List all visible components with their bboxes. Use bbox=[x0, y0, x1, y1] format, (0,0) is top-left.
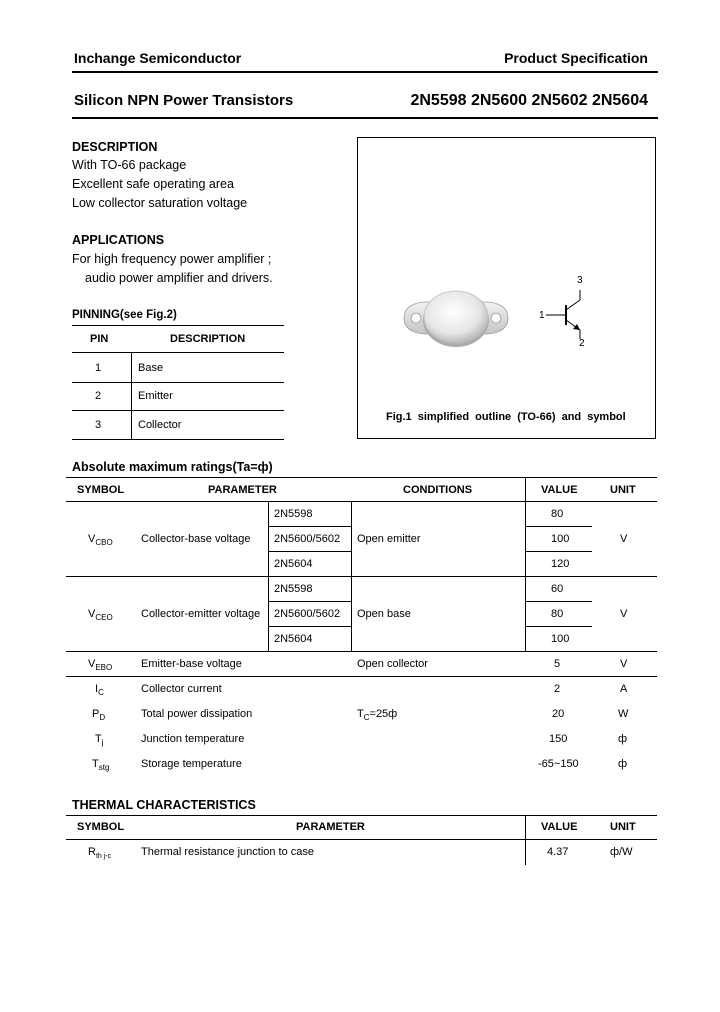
thermal-col-parameter: PARAMETER bbox=[296, 821, 365, 833]
applications-heading: APPLICATIONS bbox=[72, 233, 165, 247]
symbol-pin3-label: 3 bbox=[577, 275, 583, 286]
ratings-subrow-rule bbox=[525, 601, 592, 602]
vcbo-unit: V bbox=[620, 533, 628, 545]
ratings-row-rule bbox=[66, 676, 657, 677]
vceo-parameter: Collector-emitter voltage bbox=[141, 608, 261, 620]
ratings-group-rule bbox=[66, 651, 657, 652]
description-item: Excellent safe operating area bbox=[72, 177, 234, 191]
thermal-rule-top bbox=[66, 815, 657, 816]
rth-parameter: Thermal resistance junction to case bbox=[141, 846, 315, 858]
pin-desc: Emitter bbox=[138, 390, 173, 402]
ratings-rule-header bbox=[66, 501, 657, 502]
rth-symbol: $R_{th j-c}$ bbox=[88, 846, 112, 861]
vcbo-value: 80 bbox=[551, 508, 564, 520]
rth-unit: ф/W bbox=[610, 846, 633, 858]
vcbo-part: 2N5600/5602 bbox=[274, 533, 341, 545]
pinning-col-pin: PIN bbox=[90, 333, 109, 345]
header-rule bbox=[72, 71, 658, 73]
pin-desc: Collector bbox=[138, 419, 182, 431]
doc-type: Product Specification bbox=[504, 50, 648, 66]
pinning-rule bbox=[72, 382, 284, 383]
pinning-heading: PINNING(see Fig.2) bbox=[72, 309, 177, 321]
applications-line: audio power amplifier and drivers. bbox=[85, 271, 273, 285]
vceo-value: 60 bbox=[551, 583, 564, 595]
tj-symbol: $T_j$ bbox=[95, 733, 104, 748]
vebo-condition: Open collector bbox=[357, 658, 428, 670]
pin-number: 2 bbox=[95, 390, 102, 402]
vcbo-value: 120 bbox=[551, 558, 570, 570]
vcbo-part: 2N5598 bbox=[274, 508, 313, 520]
pinning-rule bbox=[72, 410, 284, 411]
ic-symbol: $I_C$ bbox=[95, 683, 104, 698]
ratings-subrow-rule bbox=[525, 526, 592, 527]
vebo-unit: V bbox=[620, 658, 628, 670]
symbol-pin1-label: 1 bbox=[539, 310, 545, 321]
tstg-value: -65~150 bbox=[538, 758, 579, 770]
figure-box bbox=[357, 137, 656, 439]
pin-number: 3 bbox=[95, 419, 102, 431]
ratings-col-symbol: SYMBOL bbox=[77, 484, 125, 496]
description-item: With TO-66 package bbox=[72, 158, 187, 172]
symbol-pin2-label: 2 bbox=[579, 338, 585, 349]
title-rule bbox=[72, 117, 658, 119]
thermal-col-symbol: SYMBOL bbox=[77, 821, 125, 833]
company-name: Inchange Semiconductor bbox=[74, 50, 242, 66]
tj-value: 150 bbox=[549, 733, 568, 745]
vceo-part: 2N5604 bbox=[274, 633, 313, 645]
pd-symbol: $P_D$ bbox=[92, 708, 106, 723]
vceo-unit: V bbox=[620, 608, 628, 620]
pd-unit: W bbox=[618, 708, 629, 720]
description-item: Low collector saturation voltage bbox=[72, 196, 248, 210]
vceo-part: 2N5600/5602 bbox=[274, 608, 341, 620]
ratings-subrow-rule bbox=[525, 551, 592, 552]
pinning-rule-top bbox=[72, 325, 284, 326]
pinning-rule bbox=[72, 352, 284, 353]
ic-unit: A bbox=[620, 683, 628, 695]
ratings-subrow-rule bbox=[525, 626, 592, 627]
pinning-col-divider bbox=[131, 352, 132, 440]
rth-value: 4.37 bbox=[547, 846, 569, 858]
pd-value: 20 bbox=[552, 708, 565, 720]
ratings-col-value: VALUE bbox=[541, 484, 578, 496]
pin-desc: Base bbox=[138, 362, 164, 374]
vceo-value: 100 bbox=[551, 633, 570, 645]
ratings-subrow-rule bbox=[268, 601, 351, 602]
ratings-group-rule bbox=[66, 576, 657, 577]
npn-transistor-symbol bbox=[536, 273, 596, 353]
tstg-symbol: $T_{stg}$ bbox=[92, 758, 110, 773]
ratings-col-conditions: CONDITIONS bbox=[403, 484, 473, 496]
figure-caption: Fig.1 simplified outline (TO-66) and symbol bbox=[386, 411, 626, 423]
ratings-subrow-rule bbox=[268, 551, 351, 552]
ratings-value-divider bbox=[525, 477, 526, 651]
thermal-col-unit: UNIT bbox=[610, 821, 636, 833]
ratings-subrow-rule bbox=[268, 526, 351, 527]
vcbo-part: 2N5604 bbox=[274, 558, 313, 570]
vcbo-condition: Open emitter bbox=[357, 533, 421, 545]
vebo-value: 5 bbox=[554, 658, 561, 670]
part-numbers: 2N5598 2N5600 2N5602 2N5604 bbox=[410, 92, 648, 109]
vceo-condition: Open base bbox=[357, 608, 411, 620]
vceo-symbol: $V_{CEO}$ bbox=[88, 608, 113, 623]
applications-line: For high frequency power amplifier ; bbox=[72, 252, 272, 266]
ic-parameter: Collector current bbox=[141, 683, 222, 695]
vebo-symbol: $V_{EBO}$ bbox=[88, 658, 113, 673]
ratings-heading: Absolute maximum ratings(Ta=ф) bbox=[72, 460, 273, 474]
vcbo-value: 100 bbox=[551, 533, 570, 545]
vebo-parameter: Emitter-base voltage bbox=[141, 658, 242, 670]
thermal-col-value: VALUE bbox=[541, 821, 578, 833]
vcbo-parameter: Collector-base voltage bbox=[141, 533, 251, 545]
pinning-col-desc: DESCRIPTION bbox=[170, 333, 246, 345]
ratings-rule-top bbox=[66, 477, 657, 478]
thermal-value-divider bbox=[525, 815, 526, 865]
pinning-rule-bottom bbox=[72, 439, 284, 440]
product-line: Silicon NPN Power Transistors bbox=[74, 92, 294, 109]
tstg-unit: ф bbox=[618, 758, 628, 770]
description-heading: DESCRIPTION bbox=[72, 140, 158, 154]
pin-number: 1 bbox=[95, 362, 102, 374]
vceo-part: 2N5598 bbox=[274, 583, 313, 595]
pd-condition: $T_C=25ф$ bbox=[357, 708, 398, 723]
tstg-parameter: Storage temperature bbox=[141, 758, 242, 770]
vceo-value: 80 bbox=[551, 608, 564, 620]
ratings-subrow-rule bbox=[268, 626, 351, 627]
ratings-col-unit: UNIT bbox=[610, 484, 636, 496]
ratings-col-parameter: PARAMETER bbox=[208, 484, 277, 496]
thermal-heading: THERMAL CHARACTERISTICS bbox=[72, 798, 256, 812]
to66-package-image bbox=[396, 288, 516, 348]
pd-parameter: Total power dissipation bbox=[141, 708, 253, 720]
tj-unit: ф bbox=[618, 733, 628, 745]
thermal-rule-header bbox=[66, 839, 657, 840]
ic-value: 2 bbox=[554, 683, 561, 695]
vcbo-symbol: $V_{CBO}$ bbox=[88, 533, 113, 548]
tj-parameter: Junction temperature bbox=[141, 733, 245, 745]
